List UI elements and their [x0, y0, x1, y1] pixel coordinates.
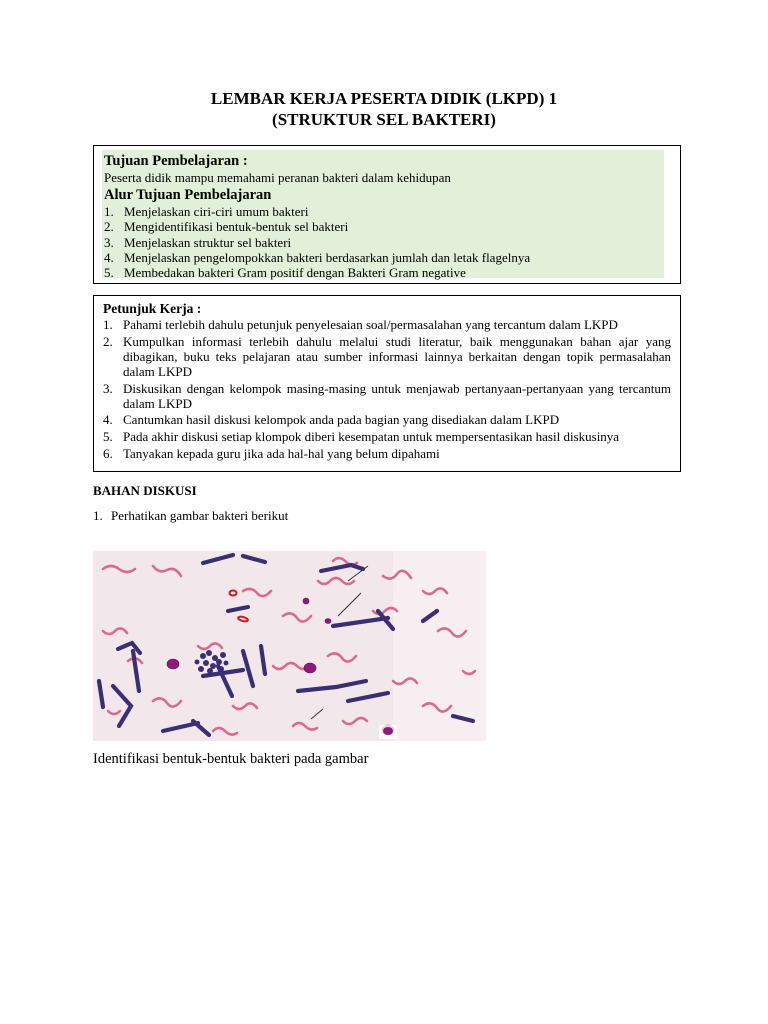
- instructions-heading: Petunjuk Kerja :: [103, 301, 202, 316]
- list-item: 2. Kumpulkan informasi terlebih dahulu melalui studi literatur, baik menggunakan bahan ajar yang dibagikan, buku teks pelajaran atau sumber informasi lainnya berkaitan dengan topik permasalahan dalam LKPD: [103, 333, 671, 379]
- objectives-flow-list: [104, 204, 664, 280]
- question-1: [93, 508, 288, 524]
- learning-objectives-shading: [102, 150, 664, 281]
- list-item: 6. Tanyakan kepada guru jika ada hal-hal yang belum dipahami: [103, 445, 440, 461]
- objectives-text: Peserta didik mampu memahami peranan bakteri dalam kehidupan: [104, 170, 451, 185]
- learning-objectives-box: [93, 145, 681, 284]
- identify-instruction: Identifikasi bentuk-bentuk bakteri pada gambar: [93, 751, 369, 767]
- objectives-flow-heading: Alur Tujuan Pembelajaran: [104, 187, 272, 204]
- list-item: 1. Pahami terlebih dahulu petunjuk penyelesaian soal/permasalahan yang tercantum dalam LKPD: [103, 317, 618, 332]
- list-item: 4. Cantumkan hasil diskusi kelompok anda pada bagian yang disediakan dalam LKPD: [103, 412, 560, 428]
- list-item: 3. Diskusikan dengan kelompok masing-masing untuk menjawab pertanyaan-pertanyaan yang tercantum dalam LKPD: [103, 380, 671, 411]
- question-number: 1.: [93, 508, 103, 523]
- list-item: 5. Membedakan bakteri Gram positif dengan Bakteri Gram negative: [104, 265, 466, 281]
- work-instructions-box: [93, 295, 681, 472]
- list-item: 3. Menjelaskan struktur sel bakteri: [104, 234, 292, 250]
- objectives-heading: Tujuan Pembelajaran :: [104, 153, 248, 169]
- list-item: 2. Mengidentifikasi bentuk-bentuk sel bakteri: [104, 219, 349, 235]
- title-line-1: LEMBAR KERJA PESERTA DIDIK (LKPD) 1: [210, 89, 558, 108]
- list-item: 1. Menjelaskan ciri-ciri umum bakteri: [104, 204, 309, 220]
- discussion-heading: BAHAN DISKUSI: [93, 483, 197, 498]
- document-title: [0, 88, 768, 130]
- bacteria-micrograph: [93, 551, 486, 741]
- list-item: 4. Menjelaskan pengelompokkan bakteri berdasarkan jumlah dan letak flagelnya: [104, 249, 531, 265]
- title-line-2: (STRUKTUR SEL BAKTERI): [272, 110, 496, 129]
- list-item: 5. Pada akhir diskusi setiap klompok diberi kesempatan untuk mempersentasikan hasil diskusinya: [103, 428, 620, 444]
- instructions-list: [103, 317, 671, 461]
- question-text: Perhatikan gambar bakteri berikut: [111, 508, 289, 523]
